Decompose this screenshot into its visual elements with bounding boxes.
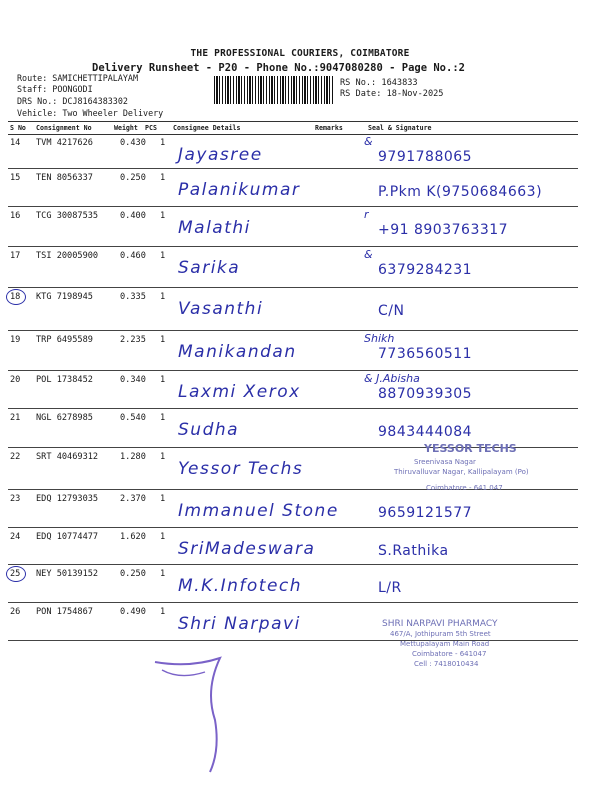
signature-number: 9843444084	[378, 424, 473, 440]
signature-number: P.Pkm K(9750684663)	[378, 184, 543, 200]
pharmacy-stamp-title: SHRI NARPAVI PHARMACY	[382, 619, 498, 629]
cell-pcs: 1	[160, 138, 166, 148]
signature-mark: r	[364, 208, 369, 221]
signature-number: C/N	[378, 303, 405, 319]
yessor-stamp-line2: Thiruvalluvar Nagar, Kallipalayam (Po)	[394, 468, 529, 476]
cell-consignment: EDQ 12793035	[36, 494, 99, 504]
signature-number: L/R	[378, 580, 402, 596]
cell-consignment: TVM 4217626	[36, 138, 93, 148]
yessor-stamp-line1: Sreenivasa Nagar	[414, 458, 476, 466]
cell-pcs: 1	[160, 375, 166, 385]
staff: Staff: POONGODI	[17, 84, 93, 94]
signature-number: +91 8903763317	[378, 222, 509, 238]
cell-weight: 0.250	[120, 173, 146, 183]
cell-pcs: 1	[160, 211, 166, 221]
cell-pcs: 1	[160, 569, 166, 579]
signature-mark: Shikh	[364, 332, 395, 345]
signature-mark: & J.Abisha	[364, 372, 420, 385]
rs-number: RS No.: 1643833	[340, 78, 418, 88]
col-pcs: PCS	[145, 124, 157, 132]
signature-number: 9791788065	[378, 149, 473, 165]
cell-weight: 0.400	[120, 211, 146, 221]
cell-sno: 25	[10, 569, 21, 579]
vehicle: Vehicle: Two Wheeler Delivery	[17, 108, 164, 118]
consignee-name: Immanuel Stone	[178, 501, 339, 521]
cell-weight: 0.340	[120, 375, 146, 385]
consignee-name: Vasanthi	[178, 299, 264, 319]
rs-date: RS Date: 18-Nov-2025	[340, 89, 444, 99]
table-end-line	[8, 640, 378, 641]
cell-sno: 24	[10, 532, 21, 542]
circle-mark	[6, 289, 26, 305]
cell-consignment: NGL 6278985	[36, 413, 93, 423]
table-row	[8, 206, 578, 247]
cell-weight: 0.335	[120, 292, 146, 302]
col-seal: Seal & Signature	[368, 124, 432, 132]
cell-pcs: 1	[160, 494, 166, 504]
pharmacy-stamp-line4: Cell : 7418010434	[414, 660, 479, 668]
table-row	[8, 246, 578, 288]
cell-consignment: KTG 7198945	[36, 292, 93, 302]
drs-number: DRS No.: DCJ8164383302	[17, 96, 128, 106]
cell-weight: 0.460	[120, 251, 146, 261]
pharmacy-stamp-line3: Coimbatore - 641047	[412, 650, 487, 658]
cell-pcs: 1	[160, 292, 166, 302]
cell-sno: 15	[10, 173, 21, 183]
consignee-name: Shri Narpavi	[178, 614, 301, 634]
cell-sno: 14	[10, 138, 21, 148]
cell-weight: 0.540	[120, 413, 146, 423]
cell-sno: 17	[10, 251, 21, 261]
cell-weight: 0.430	[120, 138, 146, 148]
consignee-name: Sudha	[178, 420, 240, 440]
signature-number: 8870939305	[378, 386, 473, 402]
table-row	[8, 330, 578, 371]
table-row	[8, 168, 578, 207]
table-row	[8, 287, 578, 331]
cell-consignment: PON 1754867	[36, 607, 93, 617]
cell-pcs: 1	[160, 335, 166, 345]
col-details: Consignee Details	[173, 124, 241, 132]
signature-mark: &	[364, 248, 373, 261]
cell-sno: 21	[10, 413, 21, 423]
table-row	[8, 370, 578, 409]
col-consignment: Consignment No	[36, 124, 92, 132]
cell-sno: 18	[10, 292, 21, 302]
cell-weight: 2.235	[120, 335, 146, 345]
yessor-stamp-line3: Coimbatore - 641 047	[426, 484, 503, 492]
cell-consignment: POL 1738452	[36, 375, 93, 385]
table-row	[8, 527, 578, 565]
cell-weight: 0.250	[120, 569, 146, 579]
signature-mark: &	[364, 135, 373, 148]
consignee-name: Jayasree	[178, 145, 263, 165]
cell-consignment: TEN 8056337	[36, 173, 93, 183]
consignee-name: Manikandan	[178, 342, 297, 362]
col-remarks: Remarks	[315, 124, 343, 132]
consignee-name: M.K.Infotech	[178, 576, 303, 596]
cell-sno: 23	[10, 494, 21, 504]
cell-sno: 19	[10, 335, 21, 345]
circle-mark	[6, 566, 26, 582]
cell-consignment: EDQ 10774477	[36, 532, 99, 542]
consignee-name: Palanikumar	[178, 180, 301, 200]
barcode	[214, 76, 334, 104]
cell-consignment: TCG 30087535	[36, 211, 99, 221]
cell-consignment: TSI 20005900	[36, 251, 99, 261]
cell-pcs: 1	[160, 173, 166, 183]
company-title: THE PROFESSIONAL COURIERS, COIMBATORE	[190, 48, 410, 59]
cell-sno: 16	[10, 211, 21, 221]
signature-number: 6379284231	[378, 262, 473, 278]
cell-weight: 1.620	[120, 532, 146, 542]
cell-consignment: SRT 40469312	[36, 452, 99, 462]
consignee-name: Laxmi Xerox	[178, 382, 301, 402]
cell-pcs: 1	[160, 413, 166, 423]
pen-scribble	[150, 650, 250, 780]
col-weight: Weight	[114, 124, 138, 132]
table-row	[8, 133, 578, 169]
cell-sno: 26	[10, 607, 21, 617]
cell-pcs: 1	[160, 251, 166, 261]
cell-pcs: 1	[160, 452, 166, 462]
cell-weight: 2.370	[120, 494, 146, 504]
route: Route: SAMICHETTIPALAYAM	[17, 73, 139, 83]
cell-weight: 0.490	[120, 607, 146, 617]
cell-consignment: TRP 6495589	[36, 335, 93, 345]
runsheet-line: Delivery Runsheet - P20 - Phone No.:9047080280 - Page No.:2	[92, 62, 465, 74]
consignee-name: Malathi	[178, 218, 251, 238]
signature-number: 9659121577	[378, 505, 473, 521]
yessor-stamp-title: YESSOR TECHS	[424, 442, 517, 455]
cell-pcs: 1	[160, 607, 166, 617]
cell-sno: 20	[10, 375, 21, 385]
pharmacy-stamp-line1: 467/A, Jothipuram 5th Street	[390, 630, 491, 638]
consignee-name: SriMadeswara	[178, 539, 316, 559]
table-row	[8, 564, 578, 603]
cell-sno: 22	[10, 452, 21, 462]
signature-number: 7736560511	[378, 346, 473, 362]
pharmacy-stamp-line2: Mettupalayam Main Road	[400, 640, 490, 648]
consignee-name: Sarika	[178, 258, 241, 278]
cell-consignment: NEY 50139152	[36, 569, 99, 579]
cell-pcs: 1	[160, 532, 166, 542]
col-sno: S No	[10, 124, 26, 132]
table-row	[8, 489, 578, 528]
cell-weight: 1.280	[120, 452, 146, 462]
consignee-name: Yessor Techs	[178, 459, 304, 479]
signature-number: S.Rathika	[378, 543, 449, 559]
